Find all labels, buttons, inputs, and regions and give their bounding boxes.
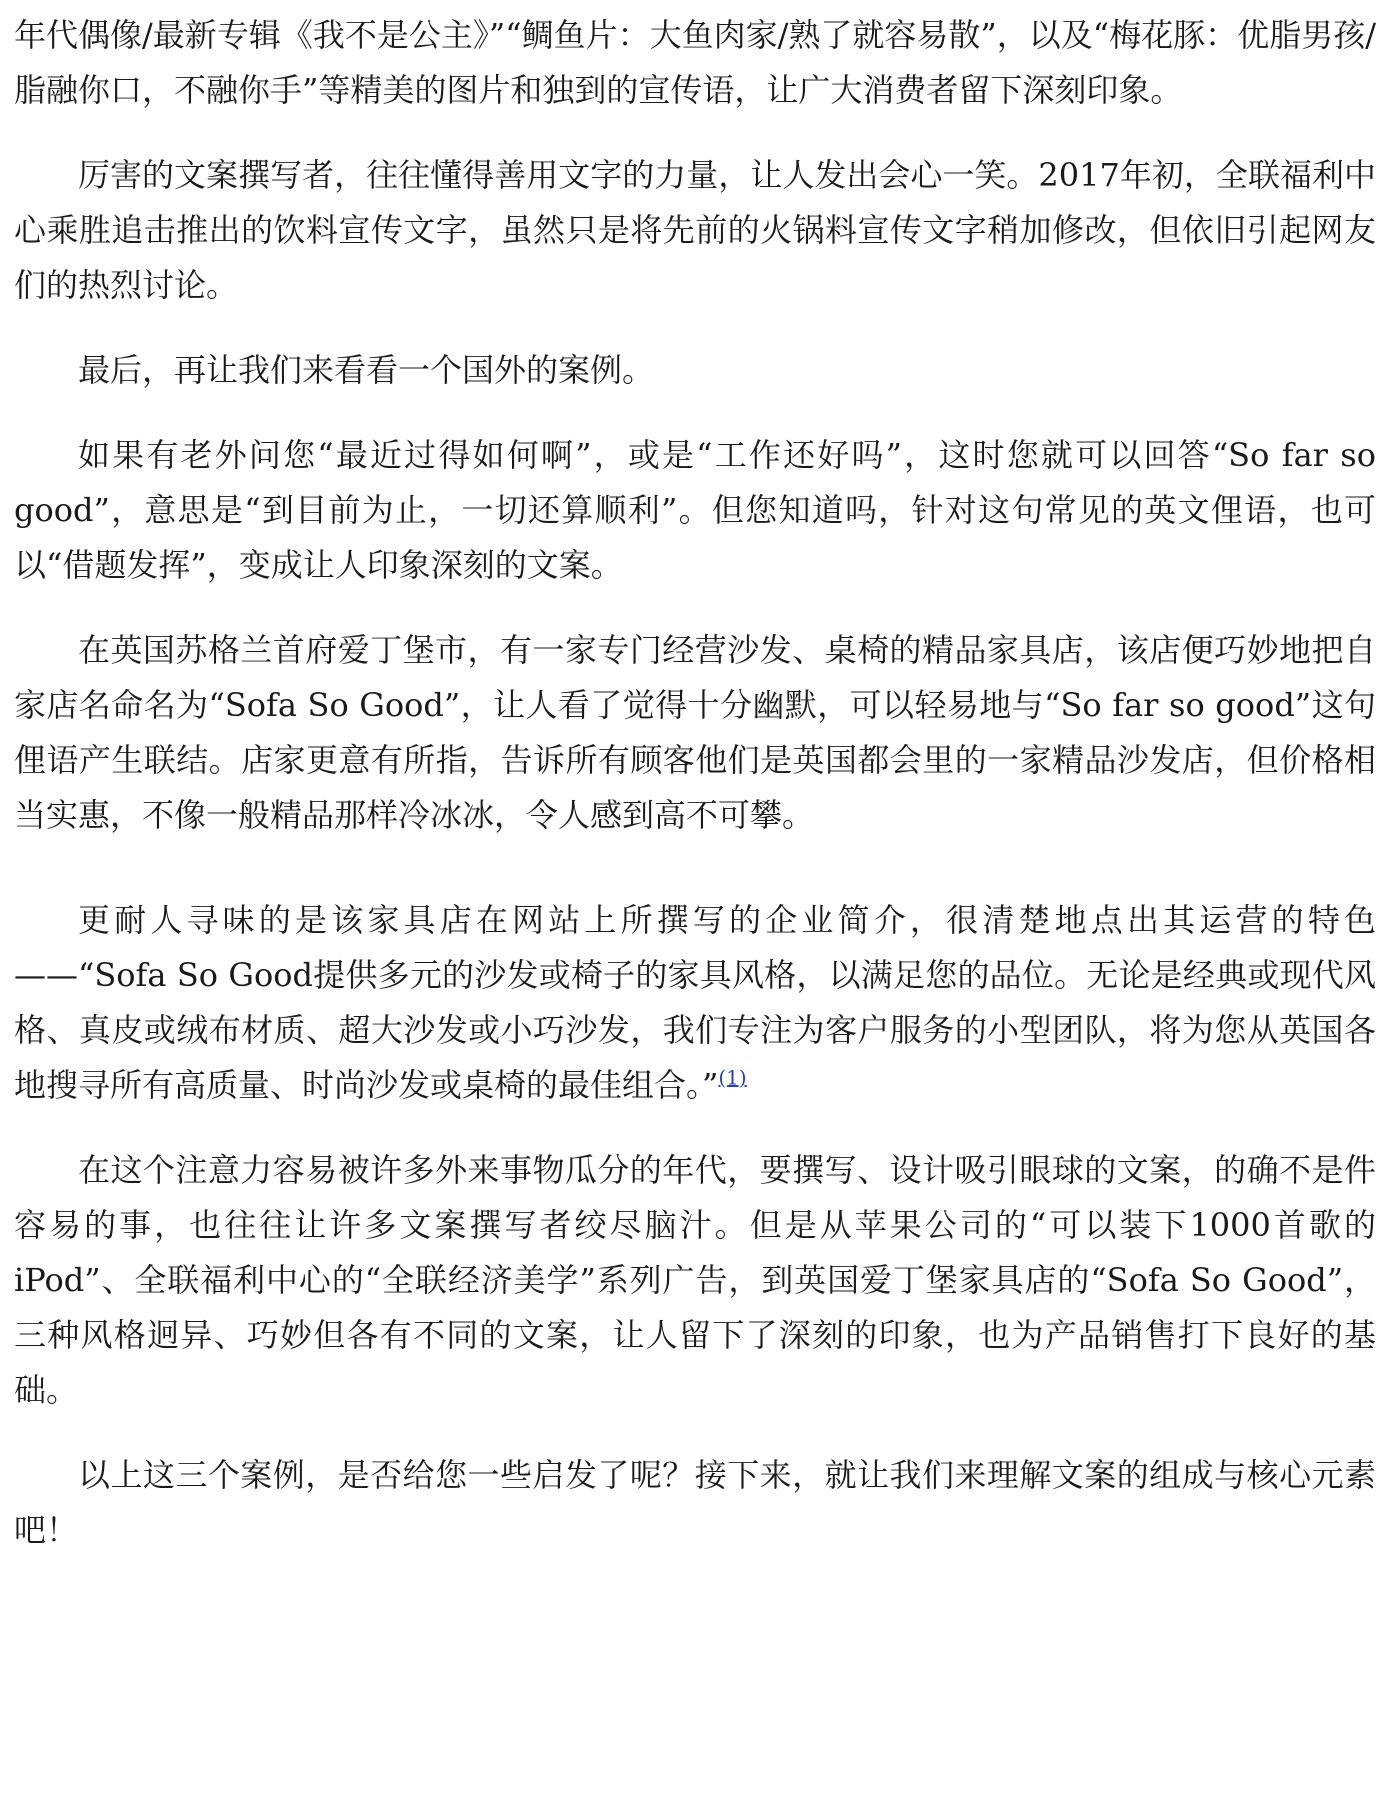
paragraph-8: 以上这三个案例，是否给您一些启发了呢？接下来，就让我们来理解文案的组成与核心元素吧！	[14, 1456, 1376, 1549]
paragraph-1: 年代偶像/最新专辑《我不是公主》”“鲷鱼片：大鱼肉家/熟了就容易散”，以及“梅花豚：优脂男孩/脂融你口，不融你手”等精美的图片和独到的宣传语，让广大消费者留下深刻印象。	[14, 16, 1376, 109]
paragraph-5: 在英国苏格兰首府爱丁堡市，有一家专门经营沙发、桌椅的精品家具店，该店便巧妙地把自家店名命名为“Sofa So Good”，让人看了觉得十分幽默，可以轻易地与“So far so good”这句俚语产生联结。店家更意有所指，告诉所有顾客他们是英国都会里的一家精品沙发店，但价格相当实惠，不像一般精品那样冷冰冰，令人感到高不可攀。	[14, 631, 1376, 834]
paragraph-3: 最后，再让我们来看看一个国外的案例。	[78, 351, 655, 389]
paragraph-6	[14, 893, 1376, 1113]
document-page	[14, 8, 1376, 1588]
paragraph-4: 如果有老外问您“最近过得如何啊”，或是“工作还好吗”，这时您就可以回答“So far so good”，意思是“到目前为止，一切还算顺利”。但您知道吗，针对这句常见的英文俚语，也可以“借题发挥”，变成让人印象深刻的文案。	[14, 436, 1376, 584]
paragraph-6-text: 更耐人寻味的是该家具店在网站上所撰写的企业简介，很清楚地点出其运营的特色——“Sofa So Good提供多元的沙发或椅子的家具风格，以满足您的品位。无论是经典或现代风格、真皮或绒布材质、超大沙发或小巧沙发，我们专注为客户服务的小型团队，将为您从英国各地搜寻所有高质量、时尚沙发或桌椅的最佳组合。”	[14, 901, 1376, 1104]
paragraph-7: 在这个注意力容易被许多外来事物瓜分的年代，要撰写、设计吸引眼球的文案，的确不是件容易的事，也往往让许多文案撰写者绞尽脑汁。但是从苹果公司的“可以装下1000首歌的iPod”、全联福利中心的“全联经济美学”系列广告，到英国爱丁堡家具店的“Sofa So Good”，三种风格迥异、巧妙但各有不同的文案，让人留下了深刻的印象，也为产品销售打下良好的基础。	[14, 1151, 1376, 1409]
footnote-link[interactable]: (1)	[718, 1065, 747, 1090]
paragraph-2: 厉害的文案撰写者，往往懂得善用文字的力量，让人发出会心一笑。2017年初，全联福利中心乘胜追击推出的饮料宣传文字，虽然只是将先前的火锅料宣传文字稍加修改，但依旧引起网友们的热烈讨论。	[14, 156, 1376, 304]
